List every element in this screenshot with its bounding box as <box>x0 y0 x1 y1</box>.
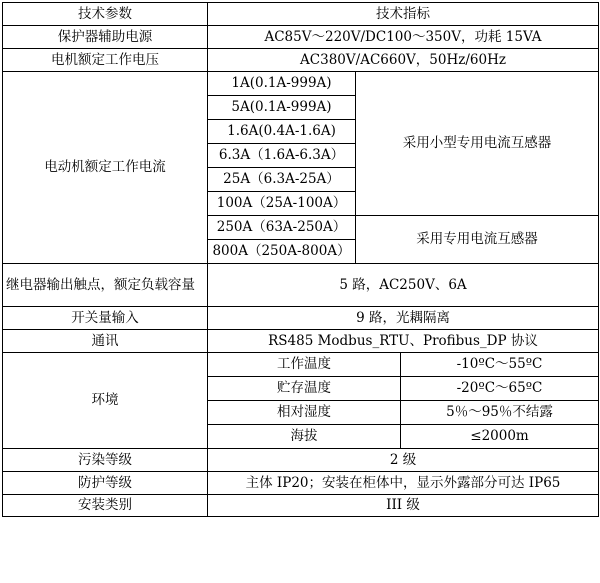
header-param: 技术参数 <box>3 3 208 26</box>
comm-label: 通讯 <box>3 330 208 353</box>
pollution-value: 2 级 <box>208 449 599 472</box>
table-row <box>3 353 599 377</box>
table-row <box>3 26 599 49</box>
rated-current-label: 电动机额定工作电流 <box>3 72 208 264</box>
env-value: -20ºC～65ºC <box>401 377 599 401</box>
header-row <box>3 3 599 26</box>
table-row <box>3 264 599 307</box>
current-range: 100A（25A-100A） <box>208 192 356 216</box>
comm-value: RS485 Modbus_RTU、Profibus_DP 协议 <box>208 330 599 353</box>
current-range: 6.3A（1.6A-6.3A） <box>208 144 356 168</box>
current-range: 1A(0.1A-999A) <box>208 72 356 96</box>
table-row <box>3 72 599 96</box>
pollution-label: 污染等级 <box>3 449 208 472</box>
current-range: 5A(0.1A-999A) <box>208 96 356 120</box>
env-value: 5％～95％不结露 <box>401 401 599 425</box>
aux-power-value: AC85V～220V/DC100～350V，功耗 15VA <box>208 26 599 49</box>
environment-label: 环境 <box>3 353 208 449</box>
current-note-large: 采用专用电流互感器 <box>356 216 599 264</box>
env-name: 海拔 <box>208 425 401 449</box>
current-range: 1.6A(0.4A-1.6A) <box>208 120 356 144</box>
install-value: III 级 <box>208 495 599 517</box>
env-value: -10ºC～55ºC <box>401 353 599 377</box>
current-note-small: 采用小型专用电流互感器 <box>356 72 599 216</box>
protection-value: 主体 IP20；安装在柜体中，显示外露部分可达 IP65 <box>208 472 599 495</box>
current-range: 250A（63A-250A） <box>208 216 356 240</box>
relay-value: 5 路，AC250V、6A <box>208 264 599 307</box>
current-range: 25A（6.3A-25A） <box>208 168 356 192</box>
env-name: 贮存温度 <box>208 377 401 401</box>
relay-label: 继电器输出触点，额定负载容量 <box>3 264 208 307</box>
header-spec: 技术指标 <box>208 3 599 26</box>
table-row <box>3 495 599 517</box>
table-row <box>3 330 599 353</box>
table-row <box>3 49 599 72</box>
table-row <box>3 449 599 472</box>
env-name: 工作温度 <box>208 353 401 377</box>
protection-label: 防护等级 <box>3 472 208 495</box>
spec-table <box>2 2 599 517</box>
rated-voltage-value: AC380V/AC660V，50Hz/60Hz <box>208 49 599 72</box>
install-label: 安装类别 <box>3 495 208 517</box>
table-row <box>3 472 599 495</box>
env-value: ≤2000m <box>401 425 599 449</box>
aux-power-label: 保护器辅助电源 <box>3 26 208 49</box>
current-range: 800A（250A-800A） <box>208 240 356 264</box>
env-name: 相对湿度 <box>208 401 401 425</box>
switch-input-label: 开关量输入 <box>3 307 208 330</box>
switch-input-value: 9 路，光耦隔离 <box>208 307 599 330</box>
table-row <box>3 307 599 330</box>
rated-voltage-label: 电机额定工作电压 <box>3 49 208 72</box>
